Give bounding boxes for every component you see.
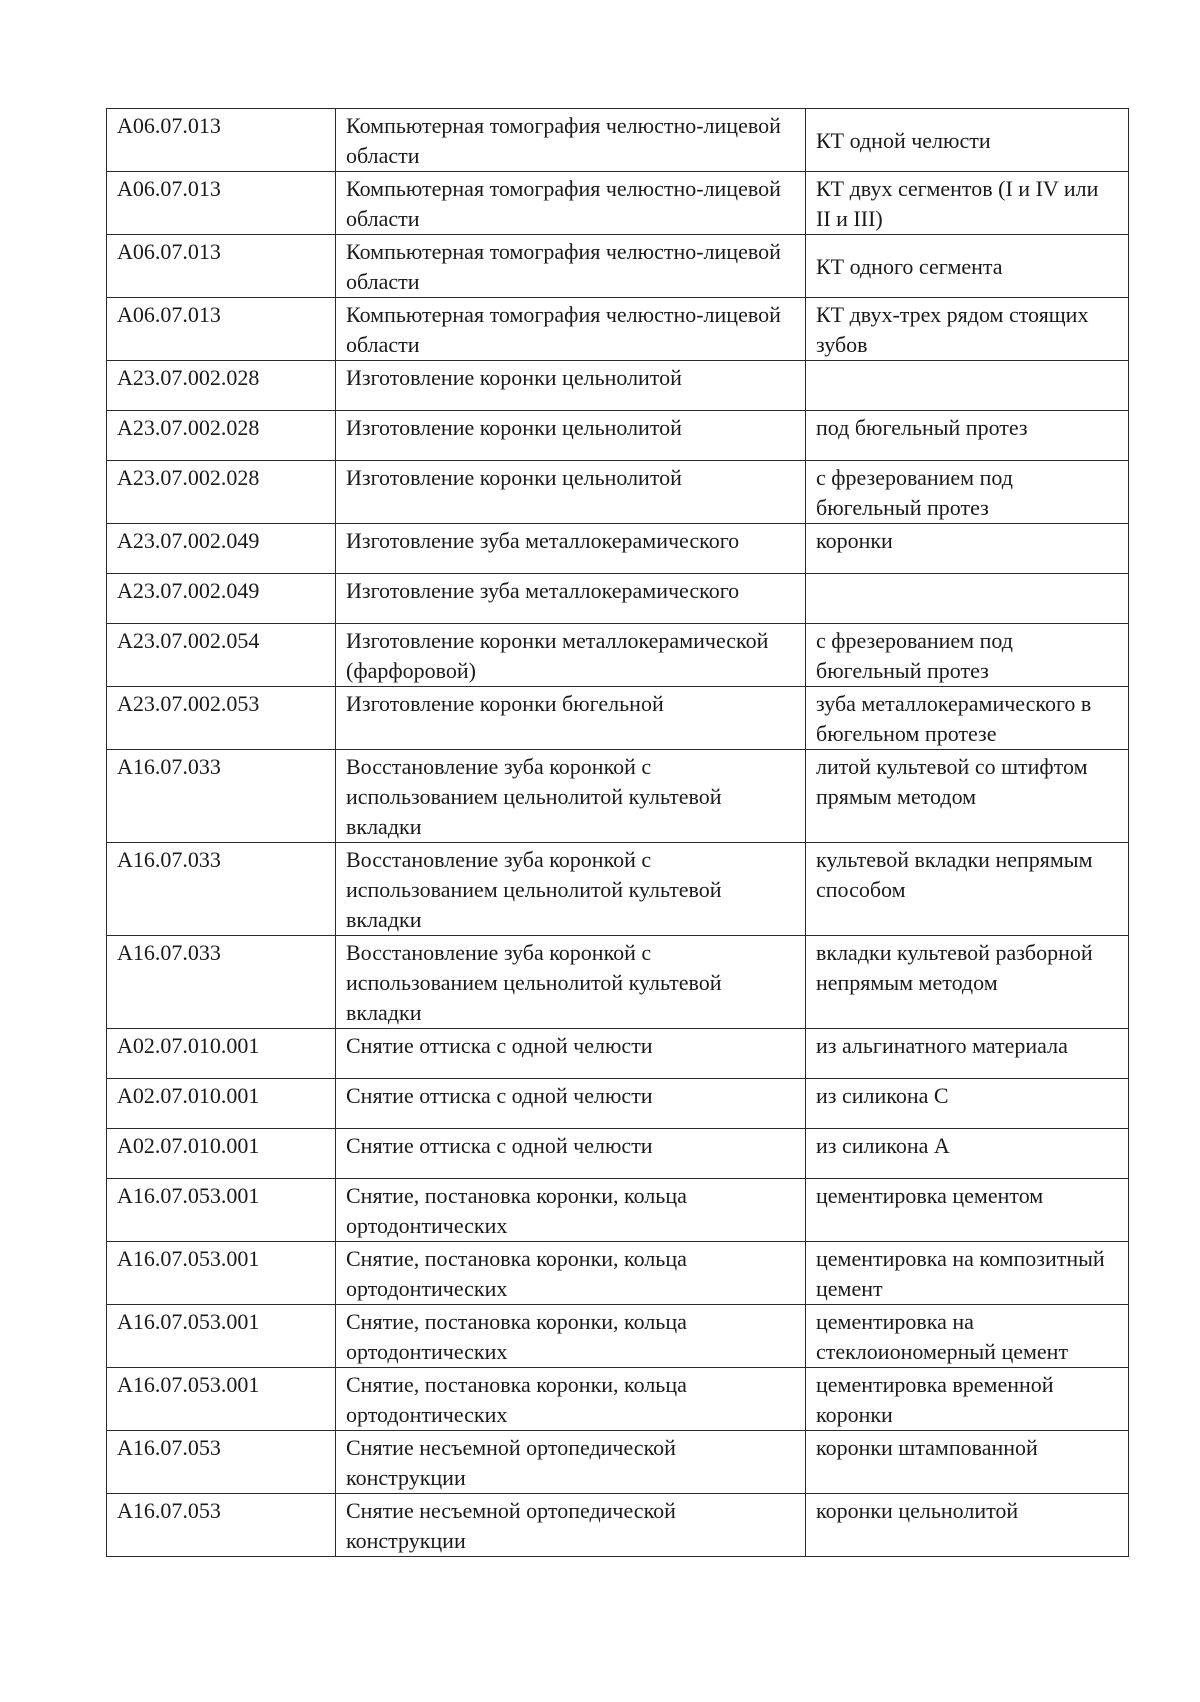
cell-note: цементировка на композитный цемент: [806, 1242, 1129, 1305]
table-row: [107, 235, 1129, 298]
cell-note: вкладки культевой разборной непрямым методом: [806, 936, 1129, 1029]
cell-code: А23.07.002.049: [107, 524, 336, 574]
cell-note: цементировка на стеклоиономерный цемент: [806, 1305, 1129, 1368]
table-row: [107, 624, 1129, 687]
cell-note: из альгинатного материала: [806, 1029, 1129, 1079]
cell-code: А23.07.002.028: [107, 361, 336, 411]
cell-code: А23.07.002.054: [107, 624, 336, 687]
cell-code: А16.07.053.001: [107, 1242, 336, 1305]
services-table: [106, 108, 1129, 1557]
cell-name: Снятие оттиска с одной челюсти: [336, 1079, 806, 1129]
cell-code: А16.07.053: [107, 1494, 336, 1557]
cell-code: А16.07.033: [107, 750, 336, 843]
cell-name: Изготовление зуба металлокерамического: [336, 574, 806, 624]
cell-name: Восстановление зуба коронкой с использованием цельнолитой культевой вкладки: [336, 750, 806, 843]
table-row: [107, 1029, 1129, 1079]
table-row: [107, 1305, 1129, 1368]
cell-name: Изготовление коронки металлокерамической (фарфоровой): [336, 624, 806, 687]
cell-name: Компьютерная томография челюстно-лицевой области: [336, 235, 806, 298]
cell-code: А06.07.013: [107, 172, 336, 235]
cell-name: Снятие несъемной ортопедической конструкции: [336, 1431, 806, 1494]
table-row: [107, 1368, 1129, 1431]
table-row: [107, 687, 1129, 750]
cell-code: А16.07.053.001: [107, 1179, 336, 1242]
table-row: [107, 524, 1129, 574]
cell-name: Снятие, постановка коронки, кольца ортодонтических: [336, 1179, 806, 1242]
cell-note: коронки цельнолитой: [806, 1494, 1129, 1557]
cell-note: литой культевой со штифтом прямым методом: [806, 750, 1129, 843]
table-row: [107, 172, 1129, 235]
table-row: [107, 109, 1129, 172]
cell-name: Изготовление коронки цельнолитой: [336, 411, 806, 461]
cell-name: Снятие несъемной ортопедической конструкции: [336, 1494, 806, 1557]
table-row: [107, 1129, 1129, 1179]
cell-note: КТ одной челюсти: [806, 109, 1129, 172]
cell-code: А23.07.002.028: [107, 411, 336, 461]
cell-name: Восстановление зуба коронкой с использованием цельнолитой культевой вкладки: [336, 936, 806, 1029]
table-row: [107, 843, 1129, 936]
cell-code: А06.07.013: [107, 235, 336, 298]
cell-note: цементировка цементом: [806, 1179, 1129, 1242]
cell-code: А06.07.013: [107, 109, 336, 172]
cell-code: А02.07.010.001: [107, 1029, 336, 1079]
cell-note: [806, 574, 1129, 624]
cell-code: А16.07.033: [107, 843, 336, 936]
table-row: [107, 361, 1129, 411]
cell-note: зуба металлокерамического в бюгельном протезе: [806, 687, 1129, 750]
cell-name: Компьютерная томография челюстно-лицевой области: [336, 109, 806, 172]
cell-name: Снятие, постановка коронки, кольца ортодонтических: [336, 1368, 806, 1431]
cell-code: А23.07.002.049: [107, 574, 336, 624]
cell-name: Снятие, постановка коронки, кольца ортодонтических: [336, 1242, 806, 1305]
cell-code: А02.07.010.001: [107, 1079, 336, 1129]
cell-name: Восстановление зуба коронкой с использованием цельнолитой культевой вкладки: [336, 843, 806, 936]
cell-code: А16.07.033: [107, 936, 336, 1029]
cell-name: Снятие оттиска с одной челюсти: [336, 1029, 806, 1079]
table-row: [107, 1242, 1129, 1305]
cell-code: А16.07.053.001: [107, 1305, 336, 1368]
table-row: [107, 1431, 1129, 1494]
cell-note: из силикона А: [806, 1129, 1129, 1179]
cell-note: КТ двух сегментов (I и IV или II и III): [806, 172, 1129, 235]
cell-code: А23.07.002.053: [107, 687, 336, 750]
cell-code: А16.07.053.001: [107, 1368, 336, 1431]
cell-note: коронки: [806, 524, 1129, 574]
cell-code: А06.07.013: [107, 298, 336, 361]
cell-name: Снятие, постановка коронки, кольца ортодонтических: [336, 1305, 806, 1368]
table-row: [107, 1079, 1129, 1129]
cell-note: коронки штампованной: [806, 1431, 1129, 1494]
table-row: [107, 461, 1129, 524]
cell-note: с фрезерованием под бюгельный протез: [806, 461, 1129, 524]
cell-note: [806, 361, 1129, 411]
cell-note: под бюгельный протез: [806, 411, 1129, 461]
cell-note: КТ одного сегмента: [806, 235, 1129, 298]
cell-note: КТ двух-трех рядом стоящих зубов: [806, 298, 1129, 361]
table-row: [107, 298, 1129, 361]
cell-name: Изготовление коронки цельнолитой: [336, 461, 806, 524]
cell-name: Изготовление коронки бюгельной: [336, 687, 806, 750]
table-row: [107, 750, 1129, 843]
cell-note: культевой вкладки непрямым способом: [806, 843, 1129, 936]
cell-code: А02.07.010.001: [107, 1129, 336, 1179]
table-row: [107, 1179, 1129, 1242]
cell-name: Снятие оттиска с одной челюсти: [336, 1129, 806, 1179]
cell-name: Компьютерная томография челюстно-лицевой области: [336, 298, 806, 361]
services-table-body: [107, 109, 1129, 1557]
cell-code: А23.07.002.028: [107, 461, 336, 524]
table-row: [107, 1494, 1129, 1557]
cell-name: Изготовление коронки цельнолитой: [336, 361, 806, 411]
cell-note: с фрезерованием под бюгельный протез: [806, 624, 1129, 687]
table-row: [107, 936, 1129, 1029]
table-row: [107, 574, 1129, 624]
cell-note: цементировка временной коронки: [806, 1368, 1129, 1431]
cell-note: из силикона С: [806, 1079, 1129, 1129]
cell-name: Компьютерная томография челюстно-лицевой области: [336, 172, 806, 235]
cell-name: Изготовление зуба металлокерамического: [336, 524, 806, 574]
table-row: [107, 411, 1129, 461]
cell-code: А16.07.053: [107, 1431, 336, 1494]
